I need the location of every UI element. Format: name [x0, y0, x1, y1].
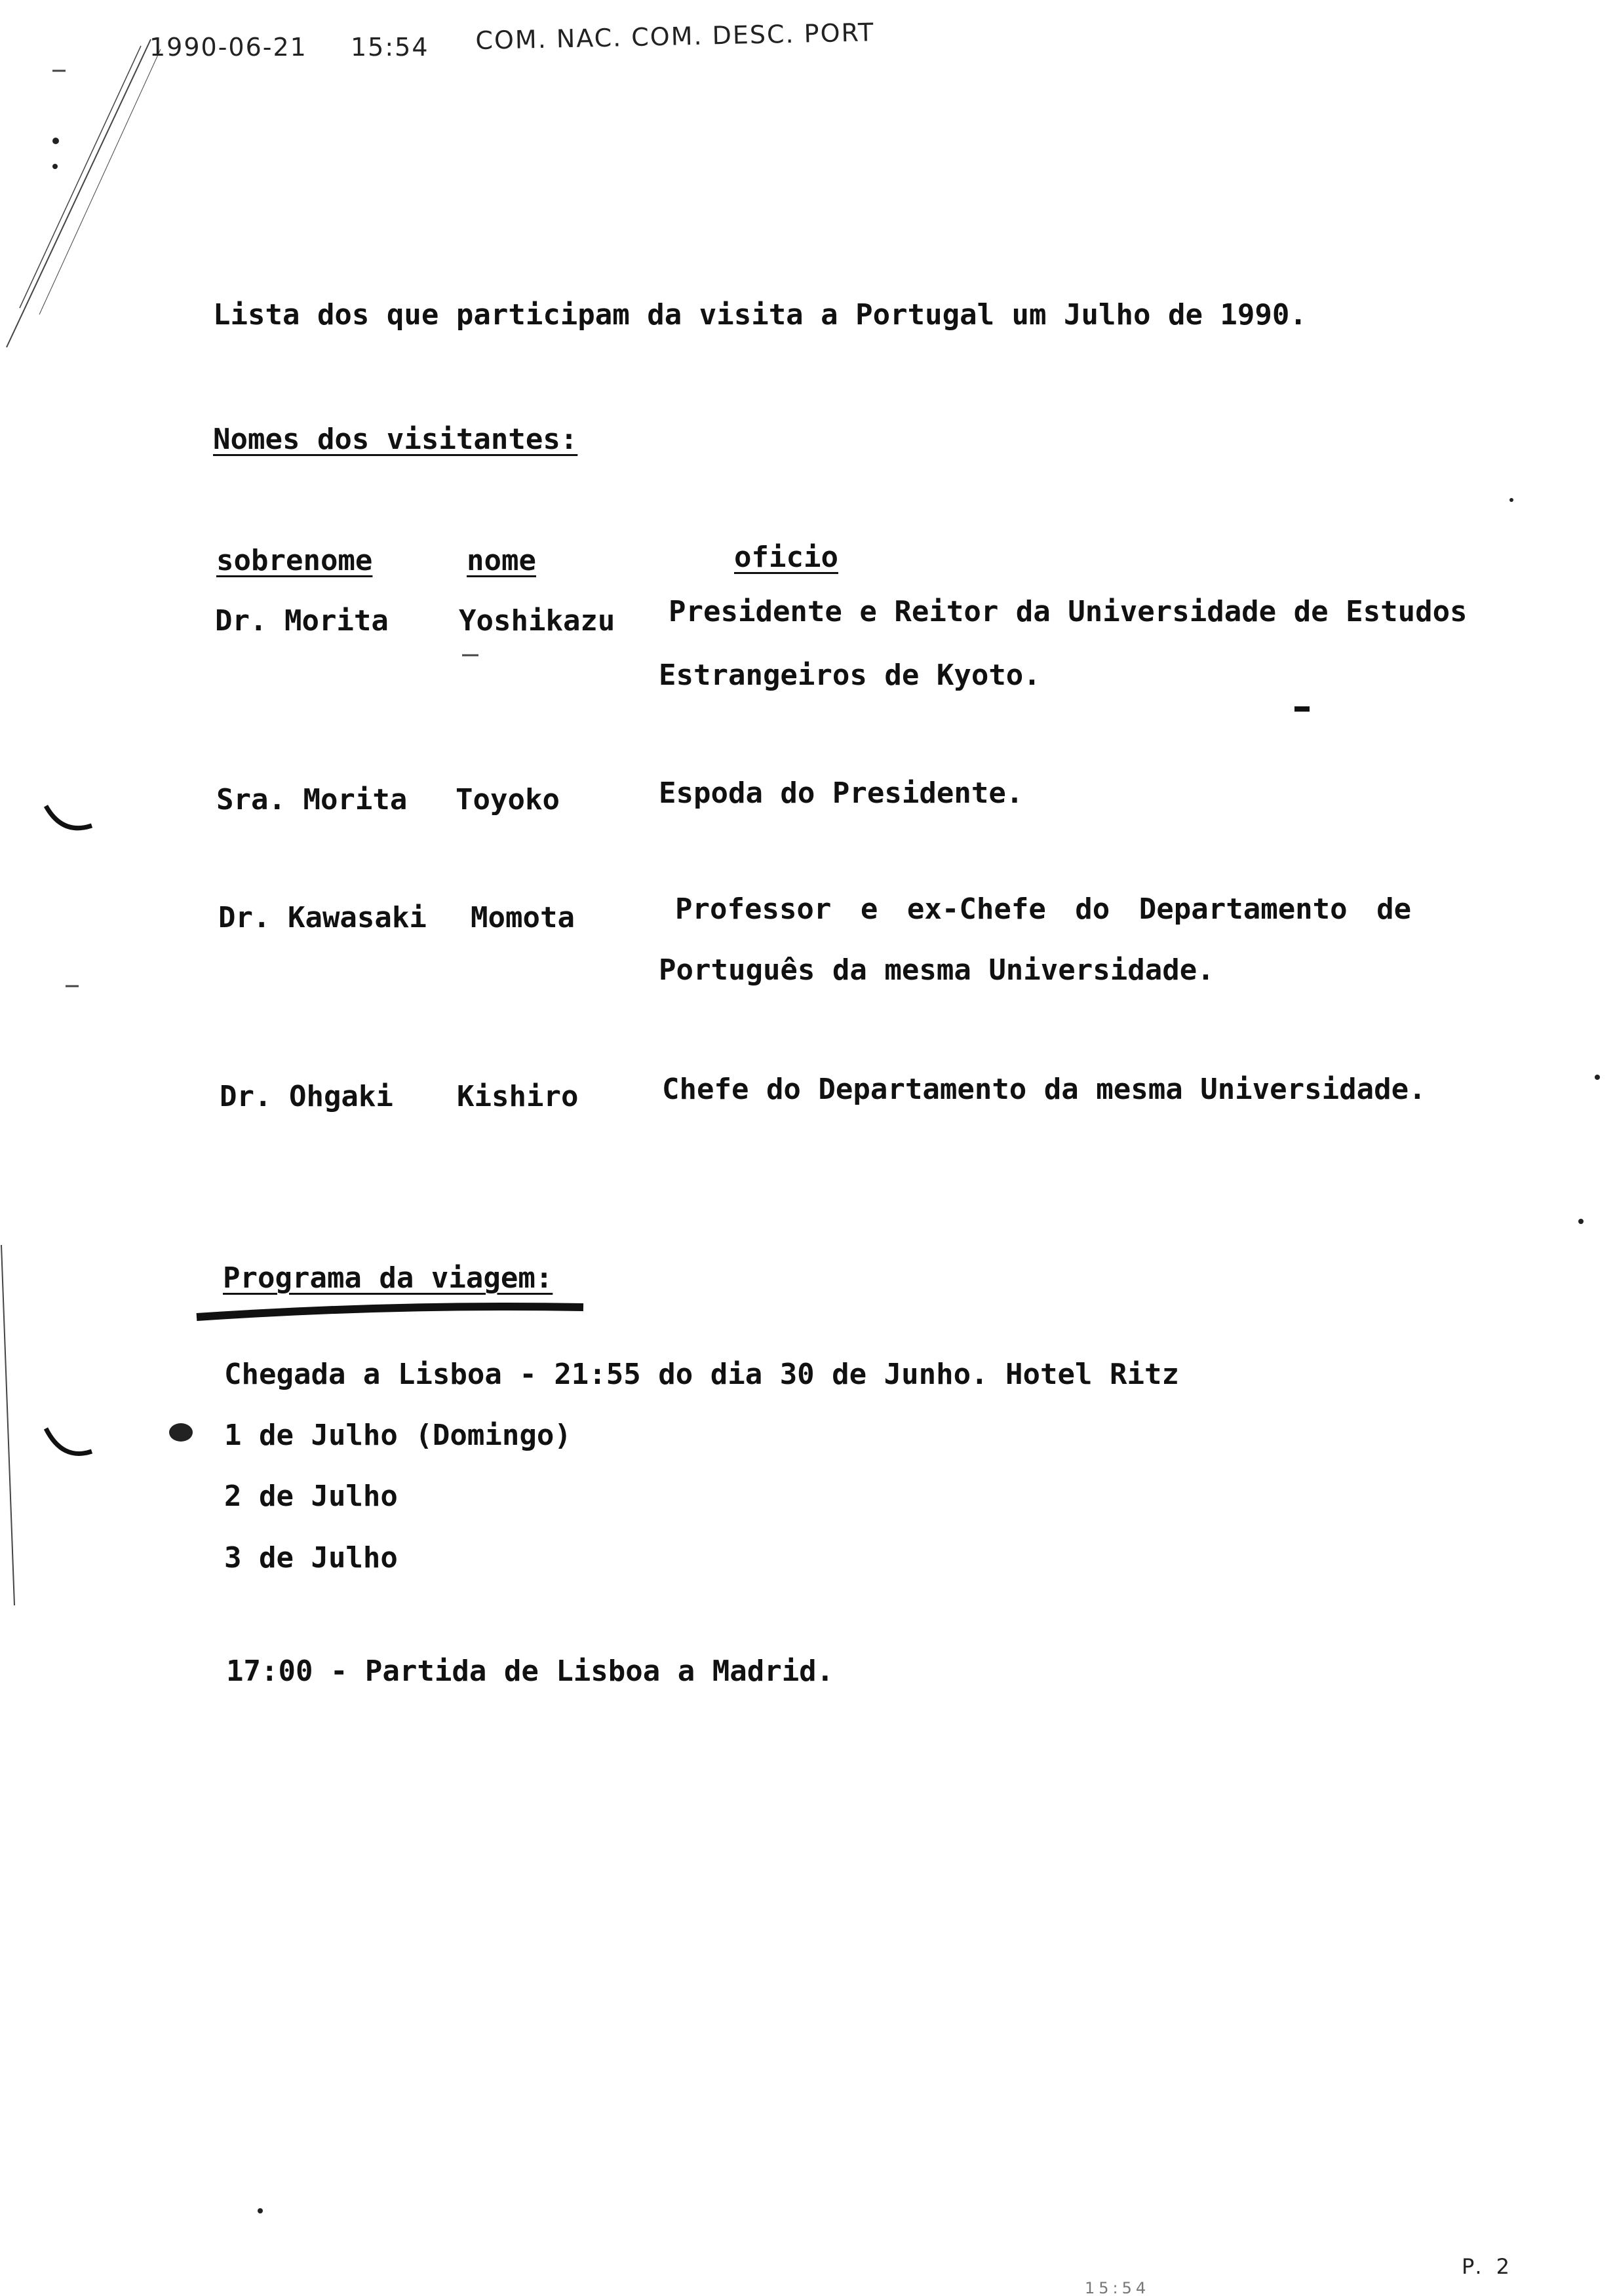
visitor-surname: Dr. Ohgaki	[220, 1080, 393, 1113]
fax-date: 1990-06-21	[149, 33, 307, 62]
page-number: P. 2	[1462, 2254, 1514, 2279]
visitor-role-line1: Presidente e Reitor da Universidade de Estudos	[669, 595, 1468, 628]
visitor-role-line1: Espoda do Presidente.	[659, 776, 1024, 810]
speck	[1578, 1219, 1584, 1224]
visitor-role-line2: Estrangeiros de Kyoto.	[659, 659, 1041, 692]
visitor-name: Yoshikazu	[459, 604, 615, 638]
program-item: 1 de Julho (Domingo)	[224, 1419, 572, 1452]
departure-line: 17:00 - Partida de Lisboa a Madrid.	[226, 1655, 834, 1688]
program-item: Chegada a Lisboa - 21:55 do dia 30 de Junho. Hotel Ritz	[224, 1358, 1179, 1391]
speck	[52, 164, 58, 169]
visitor-surname: Dr. Kawasaki	[218, 901, 427, 934]
visitor-role-line1: Professor e ex-Chefe do Departamento de	[675, 892, 1412, 926]
program-item: 3 de Julho	[224, 1541, 398, 1575]
fax-footer-stamp: 15:54	[1085, 2279, 1150, 2296]
speck	[258, 2208, 263, 2213]
visitor-role-line2: Português da mesma Universidade.	[659, 953, 1215, 987]
column-header-role: oficio	[734, 541, 838, 574]
program-heading: Programa da viagem:	[223, 1261, 553, 1295]
program-item: 2 de Julho	[224, 1480, 398, 1513]
visitor-name: Kishiro	[457, 1080, 579, 1113]
visitor-surname: Sra. Morita	[216, 783, 408, 816]
speck	[1509, 498, 1513, 502]
fax-time: 15:54	[351, 33, 429, 62]
visitor-name: Toyoko	[456, 783, 560, 816]
speck	[52, 138, 59, 144]
document-title: Lista dos que participam da visita a Portugal um Julho de 1990.	[213, 298, 1307, 332]
visitor-name: Momota	[471, 901, 575, 934]
visitors-heading: Nomes dos visitantes:	[213, 423, 578, 456]
visitor-surname: Dr. Morita	[215, 604, 389, 638]
ink-dot	[169, 1423, 193, 1442]
visitor-role-line1: Chefe do Departamento da mesma Universidade.	[662, 1073, 1426, 1106]
column-header-surname: sobrenome	[216, 544, 373, 577]
column-header-name: nome	[467, 544, 536, 577]
fax-sender: COM. NAC. COM. DESC. PORT	[475, 18, 875, 55]
speck	[1595, 1075, 1600, 1080]
